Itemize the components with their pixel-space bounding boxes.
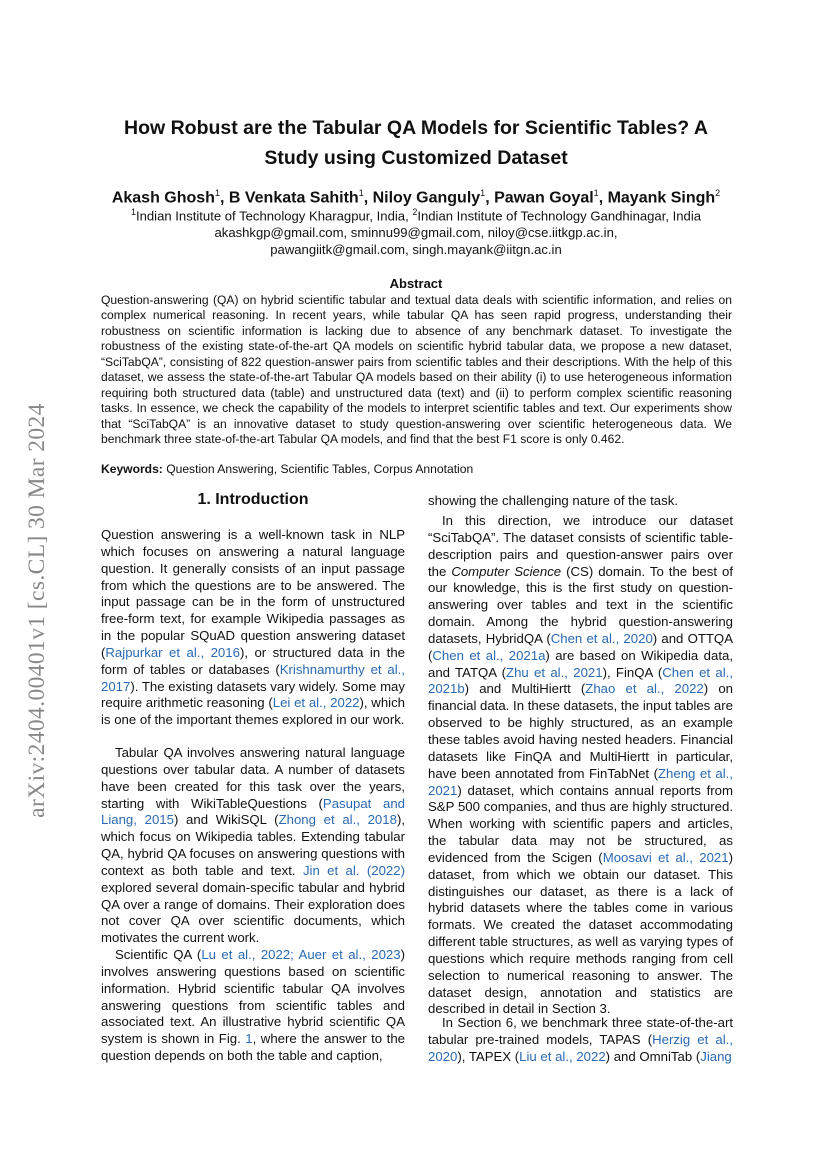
author-list: Akash Ghosh$^1$, B Venkata Sahith$^1$, Niloy Ganguly$^1$, Pawan Goyal$^1$, Mayank Singh$^2$ (111, 188, 721, 207)
arxiv-sidebar-stamp (22, 360, 52, 860)
affiliations (80, 204, 752, 258)
right-paragraph-dataset: In this direction, we introduce our dataset “SciTabQA”. The dataset consists of scientific table-description pairs and question-answer pairs over the Computer Science (CS) domain. To the best of our knowledge, this is the first study on question-answering over tables and text in the scientific domain. Among the hybrid question-answering datasets, HybridQA (Chen et al., 2020) and OTTQA (Chen et al., 2021a) are based on Wikipedia data, and TATQA (Zhu et al., 2021), FinQA (Chen et al., 2021b) and MultiHiertt (Zhao et al., 2022) on financial data. In these datasets, the input tables are observed to be highly structured, as an example these tables avoid having nested headers. Financial datasets like FinQA and MultiHiertt in particular, have been annotated from FinTabNet (Zheng et al., 2021) dataset, which contains annual reports from S&P 500 companies, and thus are highly structured. When working with scientific papers and articles, the tabular data may not be structured, as evidenced from the Scigen (Moosavi et al., 2021) dataset, from which we obtain our dataset. This distinguishes our dataset, as there is a lack of hybrid datasets where the tables come in various formats. We created the dataset accommodating different table structures, as well as varying types of questions which require methods ranging from cell selection to numerical reasoning to answer. The dataset design, annotation and statistics are described in detail in Section 3. (428, 513, 734, 1017)
citation-link[interactable]: Zhao et al., 2022 (585, 681, 704, 697)
citation-link[interactable]: Jiang (700, 1048, 732, 1064)
emails-line-1: akashkgp@gmail.com, sminnu99@gmail.com, niloy@cse.iitkgp.ac.in, (214, 225, 618, 241)
citation-link[interactable]: Lei et al., 2022 (272, 695, 360, 711)
citation-link[interactable]: Liu et al., 2022 (519, 1048, 606, 1064)
section-heading-introduction: 1. Introduction (197, 491, 309, 508)
citation-link[interactable]: Chen et al., 2021a (432, 647, 546, 663)
author-affiliation-mark: 1 (593, 188, 599, 198)
keywords-label: Keywords: (101, 462, 163, 476)
paper-title (100, 113, 732, 173)
citation-link[interactable]: Rajpurkar et al., 2016 (105, 644, 240, 660)
author-affiliation-mark: 1 (480, 188, 486, 198)
citation-link[interactable]: Herzig et al., 2020 (428, 1031, 733, 1064)
author-name: Akash Ghosh (111, 189, 215, 207)
affiliation-mark: 1 (130, 207, 136, 217)
affiliation-1: Indian Institute of Technology Kharagpur, India, (135, 208, 413, 224)
author-affiliation-mark: 2 (715, 188, 721, 198)
citation-link[interactable]: Krishnamurthy et al., 2017 (101, 661, 405, 694)
right-paragraph-continuation: showing the challenging nature of the task. (428, 493, 678, 508)
abstract-heading: Abstract (389, 276, 443, 291)
citation-link[interactable]: Jin et al. (2022) (302, 862, 405, 878)
keywords-list: Question Answering, Scientific Tables, Corpus Annotation (162, 462, 474, 476)
citation-link[interactable]: Moosavi et al., 2021 (602, 849, 729, 865)
keywords (101, 461, 732, 477)
citation-link[interactable]: Zheng et al., 2021 (428, 765, 733, 798)
citation-link[interactable]: Chen et al., 2020 (550, 630, 653, 646)
abstract-text: Question-answering (QA) on hybrid scientific tabular and textual data deals with scientific information, and relies on complex numerical reasoning. In recent years, while tabular QA has seen rapid progress, understanding their robustness on scientific information is lacking due to absence of any benchmark dataset. To investigate the robustness of the existing state-of-the-art QA models on scientific hybrid tabular data, we propose a new dataset, “SciTabQA”, consisting of 822 question-answer pairs from scientific tables and their descriptions. With the help of this dataset, we assess the state-of-the-art Tabular QA models based on their ability (i) to use heterogeneous information requiring both structured data (table) and unstructured data (text) and (ii) to perform complex scientific reasoning tasks. In essence, we check the capability of the models to interpret scientific tables and text. Our experiments show that “SciTabQA” is an innovative dataset to study question-answering over scientific heterogeneous data. We benchmark three state-of-the-art Tabular QA models, and find that the best F1 score is only 0.462. (101, 293, 732, 447)
emails-line-2: pawangiitk@gmail.com, singh.mayank@iitgn.ac.in (270, 242, 562, 258)
citation-link[interactable]: Zhu et al., 2021 (506, 664, 603, 680)
author-affiliation-mark: 1 (214, 188, 220, 198)
citation-link[interactable]: Chen et al., 2021b (428, 664, 733, 697)
emphasized-text: Computer Science (451, 563, 562, 579)
affiliation-2: Indian Institute of Technology Gandhinagar, India (417, 208, 702, 224)
author-name: Niloy Ganguly (372, 189, 481, 207)
citation-link[interactable]: Pasupat and Liang, 2015 (101, 795, 405, 828)
author-name: B Venkata Sahith (228, 189, 359, 207)
intro-paragraph-1: Question answering is a well-known task in NLP which focuses on answering a natural language question. It generally consists of an input passage from which the questions are to be answered. The input passage can be in the form of unstructured free-form text, for example Wikipedia passages as in the popular SQuAD question answering dataset (Rajpurkar et al., 2016), or structured data in the form of tables or databases (Krishnamurthy et al., 2017). The existing datasets vary widely. Some may require arithmetic reasoning (Lei et al., 2022), which is one of the important themes explored in our work. (101, 527, 406, 728)
intro-paragraph-2: Tabular QA involves answering natural language questions over tabular data. A number of datasets have been created for this task over the years, starting with WikiTableQuestions (Pasupat and Liang, 2015) and WikiSQL (Zhong et al., 2018), which focus on Wikipedia tables. Extending tabular QA, hybrid QA focuses on answering questions with context as both table and text. Jin et al. (2022) explored several domain-specific tabular and hybrid QA over a range of domains. Their exploration does not cover QA over scientific documents, which motivates the current work. (101, 745, 405, 946)
citation-link[interactable]: Lu et al., 2022; Auer et al., 2023 (201, 947, 401, 962)
arxiv-id: arXiv:2404.00401v1 [cs.CL] 30 Mar 2024 (23, 402, 50, 818)
title-line-1: How Robust are the Tabular QA Models for Scientific Tables? A (124, 117, 708, 139)
author-affiliation-mark: 1 (358, 188, 364, 198)
intro-paragraph-3: Scientific QA (Lu et al., 2022; Auer et al., 2023) involves answering questions based on scientific information. Hybrid scientific tabular QA involves answering questions from scientific tables and associated text. An illustrative hybrid scientific QA system is shown in Fig. 1, where the answer to the question depends on both the table and caption, (101, 947, 405, 1064)
affiliation-line (80, 204, 752, 224)
author-name: Mayank Singh (607, 189, 716, 207)
citation-link[interactable]: 1 (245, 1031, 253, 1047)
citation-link[interactable]: Zhong et al., 2018 (278, 812, 397, 828)
title-line-2: Study using Customized Dataset (264, 147, 568, 169)
right-paragraph-benchmark: In Section 6, we benchmark three state-of-the-art tabular pre-trained models, TAPAS (Herzig et al., 2020), TAPEX (Liu et al., 2022) and OmniTab (Jiang (428, 1015, 733, 1064)
author-name: Pawan Goyal (494, 189, 594, 207)
affiliation-mark: 2 (412, 207, 418, 217)
